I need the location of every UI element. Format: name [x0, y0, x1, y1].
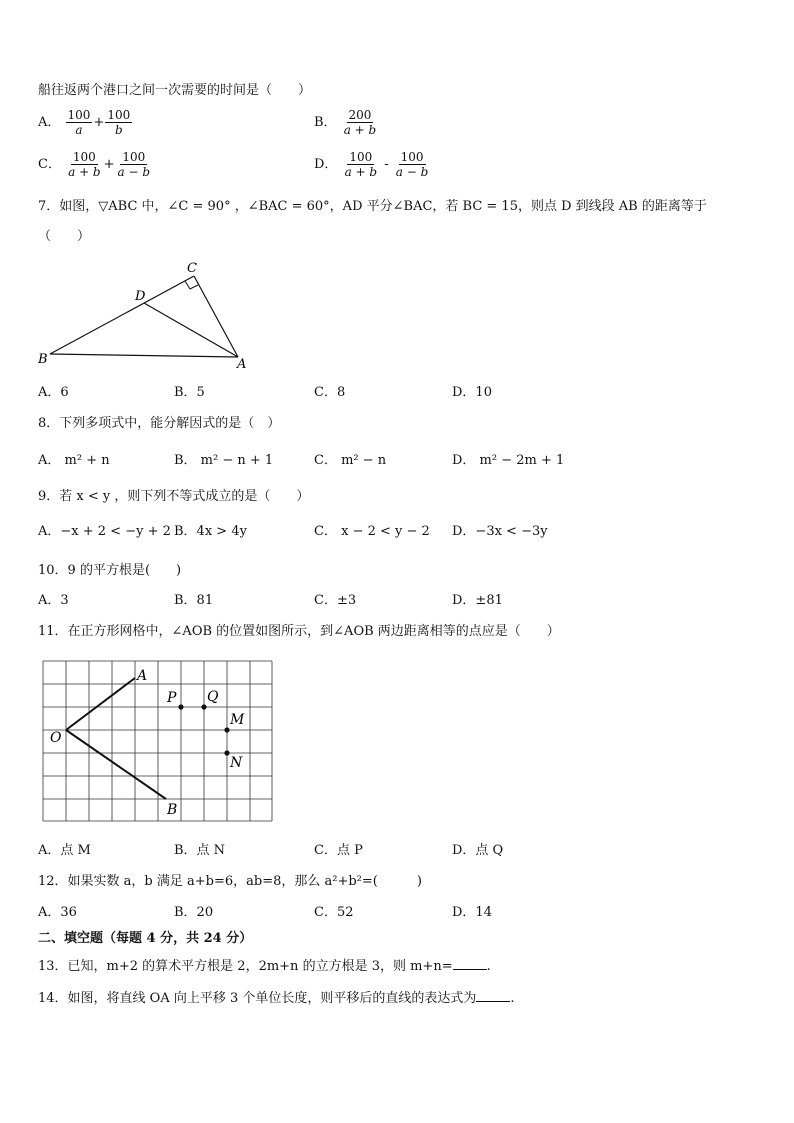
answer-blank: [453, 957, 487, 970]
option-b: B．4x > 4y: [174, 524, 247, 539]
option-d: D．−3x < −3y: [452, 524, 548, 539]
point-p: [178, 704, 183, 709]
label-a: A: [237, 357, 247, 372]
q10-stem: 10．9 的平方根是( ): [38, 563, 182, 578]
option-letter: A．: [38, 115, 61, 130]
label-n: N: [230, 755, 243, 771]
side-ba: [50, 354, 238, 357]
option-c: C． m² − n: [314, 453, 387, 468]
q6-option-b: [314, 108, 379, 137]
option-b: B．5: [174, 385, 205, 400]
option-c: C．±3: [314, 593, 357, 608]
option-b: B．20: [174, 905, 214, 920]
label-c: C: [187, 261, 197, 276]
fraction: $\frac{100}{a}$: [67, 108, 91, 137]
q13: [38, 957, 491, 976]
q9-stem: 9．若 x < y ，则下列不等式成立的是（ ）: [38, 489, 310, 504]
label-o: O: [50, 730, 62, 746]
fraction: $\frac{100}{a - b}$: [395, 150, 429, 179]
operator: +: [93, 115, 105, 130]
option-c: C． x − 2 < y − 2: [314, 524, 430, 539]
q13-stem: 13．已知，m+2 的算术平方根是 2，2m+n 的立方根是 3，则 m+n=: [38, 959, 453, 974]
option-d: D． m² − 2m + 1: [452, 453, 565, 468]
option-b: B．点 N: [174, 843, 226, 858]
option-a: A．点 M: [38, 843, 91, 858]
option-d: D．点 Q: [452, 843, 504, 858]
option-c: C．8: [314, 385, 346, 400]
q14-tail: .: [510, 991, 515, 1006]
q7-stem-line1: 7．如图，▽ABC 中，∠C = 90° ，∠BAC = 60°，AD 平分∠BAC，若 BC = 15，则点 D 到线段 AB 的距离等于: [38, 199, 707, 214]
label-d: D: [135, 289, 146, 304]
option-b: B．81: [174, 593, 214, 608]
label-b: B: [167, 802, 178, 818]
operator: -: [384, 157, 389, 172]
label-q: Q: [207, 689, 219, 705]
section-heading: 二、填空题（每题 4 分，共 24 分）: [38, 931, 253, 946]
option-letter: C．: [38, 157, 61, 172]
q7-triangle-figure: [30, 258, 260, 376]
q9-options: [38, 523, 598, 541]
q6-option-a: [38, 108, 133, 137]
label-m: M: [230, 712, 245, 728]
fraction: $\frac{100}{a + b}$: [68, 150, 101, 179]
q6-option-d: [314, 150, 431, 179]
q12-options: [38, 904, 598, 922]
answer-blank: [476, 989, 510, 1002]
option-d: D．±81: [452, 593, 503, 608]
q11-stem: 11．在正方形网格中，∠AOB 的位置如图所示，到∠AOB 两边距离相等的点应是（ ）: [38, 624, 560, 639]
fraction: $\frac{100}{a + b}$: [344, 150, 378, 179]
option-letter: B．: [314, 115, 337, 130]
option-a: A．−x + 2 < −y + 2: [38, 524, 171, 539]
side-bc: [50, 276, 194, 354]
q14: [38, 989, 515, 1008]
option-d: D．10: [452, 385, 492, 400]
label-b: B: [38, 352, 48, 367]
point-q: [201, 704, 206, 709]
operator: +: [103, 157, 115, 172]
q7-options: [38, 384, 598, 402]
option-letter: D．: [314, 157, 338, 172]
fraction: $\frac{100}{a - b}$: [117, 150, 151, 179]
option-a: A．6: [38, 385, 69, 400]
q6-stem-tail: 船往返两个港口之间一次需要的时间是（ ）: [38, 83, 312, 98]
q12-stem: 12．如果实数 a，b 满足 a+b=6，ab=8，那么 a²+b²=( ): [38, 874, 422, 889]
right-angle-mark: [185, 281, 198, 289]
option-c: C．点 P: [314, 843, 363, 858]
option-b: B． m² − n + 1: [174, 453, 274, 468]
q10-options: [38, 592, 598, 610]
point-m: [224, 727, 229, 732]
ray-ob: [66, 730, 166, 799]
q14-stem: 14．如图，将直线 OA 向上平移 3 个单位长度，则平移后的直线的表达式为: [38, 991, 477, 1006]
option-a: A．3: [38, 593, 69, 608]
q8-stem: 8．下列多项式中，能分解因式的是（ ）: [38, 416, 281, 431]
label-a: A: [137, 668, 148, 684]
q11-grid-figure: [40, 658, 280, 826]
option-d: D．14: [452, 905, 492, 920]
q7-stem-line2: （ ）: [38, 229, 91, 244]
fraction: $\frac{200}{a + b}$: [343, 108, 377, 137]
q6-option-c: [38, 150, 153, 179]
q11-options: [38, 842, 598, 860]
option-a: A． m² + n: [38, 453, 110, 468]
q13-tail: .: [486, 959, 491, 974]
label-p: P: [167, 690, 177, 706]
option-a: A．36: [38, 905, 77, 920]
fraction: $\frac{100}{b}$: [107, 108, 131, 137]
point-n: [224, 750, 229, 755]
grid-lines: [43, 661, 272, 821]
q8-options: [38, 452, 598, 470]
option-c: C．52: [314, 905, 354, 920]
ray-oa: [66, 678, 135, 730]
